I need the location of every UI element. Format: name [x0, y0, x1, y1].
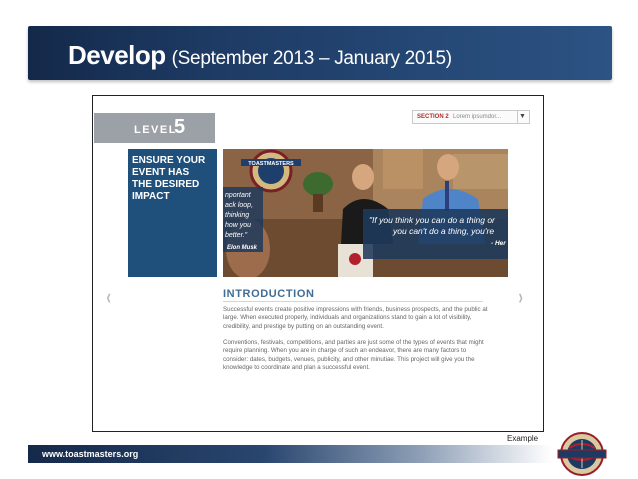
level-badge	[94, 113, 215, 143]
section-dropdown-label: SECTION 2	[417, 114, 449, 120]
left-quote-line: ack loop,	[225, 202, 254, 209]
left-quote-line: thinking	[225, 212, 250, 219]
project-title-line: THE DESIRED	[132, 179, 200, 190]
left-quote-attribution: Elon Musk	[227, 245, 258, 251]
right-quote-attribution: - Her	[491, 240, 506, 247]
project-title-line: EVENT HAS	[132, 167, 190, 178]
right-quote-line: "If you think you can do a thing or	[369, 215, 495, 225]
footer-url[interactable]: www.toastmasters.org	[42, 449, 139, 459]
example-screenshot-frame	[92, 95, 544, 432]
project-title-line: IMPACT	[132, 191, 170, 202]
intro-heading: INTRODUCTION	[223, 288, 315, 300]
section-dropdown[interactable]	[412, 110, 530, 124]
slide-title-main: Develop	[68, 40, 166, 70]
intro-paragraph: Conventions, festivals, competitions, and parties are just some of the types of events that might require planning. When you are in charge of such an endeavor, there are many factors to consider: dates, budgets, venues, publicity, and other minutiae. This project will give you the knowledge to coordinate and plan a successful event.	[223, 339, 484, 371]
photo-sign-text: TOASTMASTERS	[248, 161, 294, 167]
right-quote-line: you can't do a thing, you're	[393, 226, 495, 236]
section-dropdown-value: Lorem ipsumdor...	[453, 114, 502, 120]
project-title	[132, 155, 214, 203]
level-number: 5	[174, 116, 186, 138]
chevron-right-icon[interactable]: ›	[518, 284, 523, 309]
slide-title	[68, 40, 452, 71]
example-caption: Example	[507, 434, 539, 443]
intro-paragraph: Successful events create positive impressions with friends, business prospects, and the public at large. When executed properly, individuals and organizations stand to gain a lot of visibility, credibility, and prestige by putting on an outstanding event.	[223, 306, 488, 330]
slide-title-dates: (September 2013 – January 2015)	[171, 48, 452, 69]
caret-down-icon[interactable]: ▼	[517, 111, 527, 123]
left-quote-line: how you	[225, 222, 252, 229]
hero-photo-illustration	[223, 149, 508, 277]
toastmasters-logo	[556, 432, 608, 476]
project-title-line: ENSURE YOUR	[132, 155, 206, 166]
left-quote-line: better."	[225, 232, 248, 239]
chevron-left-icon[interactable]: ‹	[106, 284, 111, 309]
hero-photo	[223, 149, 508, 277]
project-title-box	[128, 149, 217, 277]
level-label: LEVEL	[134, 124, 177, 136]
intro-divider	[223, 301, 483, 302]
left-quote-line: nportant	[225, 192, 251, 199]
slide-title-bar	[28, 26, 612, 80]
footer-bar	[28, 445, 552, 463]
